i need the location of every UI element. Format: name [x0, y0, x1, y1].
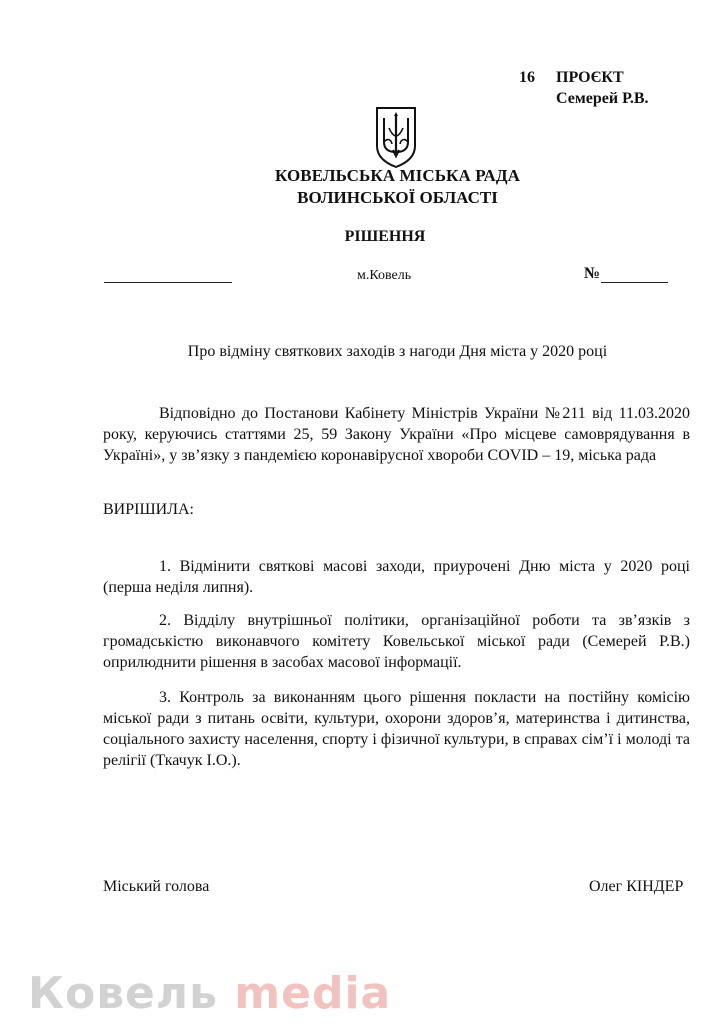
- watermark-part-2: media: [234, 968, 392, 1019]
- council-name: КОВЕЛЬСЬКА МІСЬКА РАДА: [274, 166, 521, 185]
- city-label: м.Ковель: [357, 268, 412, 283]
- draft-number: 16: [519, 69, 535, 86]
- date-blank-line: [104, 282, 232, 283]
- draft-author: Семерей Р.В.: [556, 90, 649, 107]
- resolution-item-2: 2. Відділу внутрішньої політики, організаційної роботи та зв’язків з громадськістю виконавчого комітету Ковельської міської ради (Семерей Р.В.) оприлюднити рішення в засобах масової інформації.: [103, 612, 690, 671]
- resolution-item-1: 1. Відмінити святкові масові заходи, приурочені Дню міста у 2020 році (перша неділя липня).: [103, 558, 690, 596]
- resolved-heading: ВИРІШИЛА:: [103, 501, 194, 518]
- basis-paragraph: Відповідно до Постанови Кабінету Міністрів України №211 від 11.03.2020 року, керуючись статтями 25, 59 Закону України «Про місцеве самоврядування в Україні», у зв’язку з пандемією коронавірусної хвороби COVID – 19, міська рада: [103, 405, 690, 464]
- number-blank-line: [601, 282, 668, 283]
- resolution-item-3: 3. Контроль за виконанням цього рішення покласти на постійну комісію міської ради з питань освіти, культури, охорони здоров’я, материнства і дитинства, соціального захисту населення, спорту і фізичної культури, в справах сім’ї і молоді та релігії (Ткачук І.О.).: [103, 689, 690, 769]
- draft-status-label: ПРОЄКТ: [556, 69, 624, 86]
- watermark-part-1: Ковель: [28, 968, 218, 1019]
- signer-name: Олег КІНДЕР: [589, 878, 684, 895]
- number-sign: №: [584, 265, 601, 282]
- oblast-name: ВОЛИНСЬКОЇ ОБЛАСТІ: [297, 188, 498, 207]
- signer-role: Міський голова: [103, 878, 210, 895]
- media-watermark: [28, 968, 391, 1019]
- trident-coat-of-arms-icon: [374, 106, 418, 168]
- document-type: РІШЕННЯ: [344, 228, 426, 245]
- document-subject: Про відміну святкових заходів з нагоди Дня міста у 2020 році: [187, 343, 608, 360]
